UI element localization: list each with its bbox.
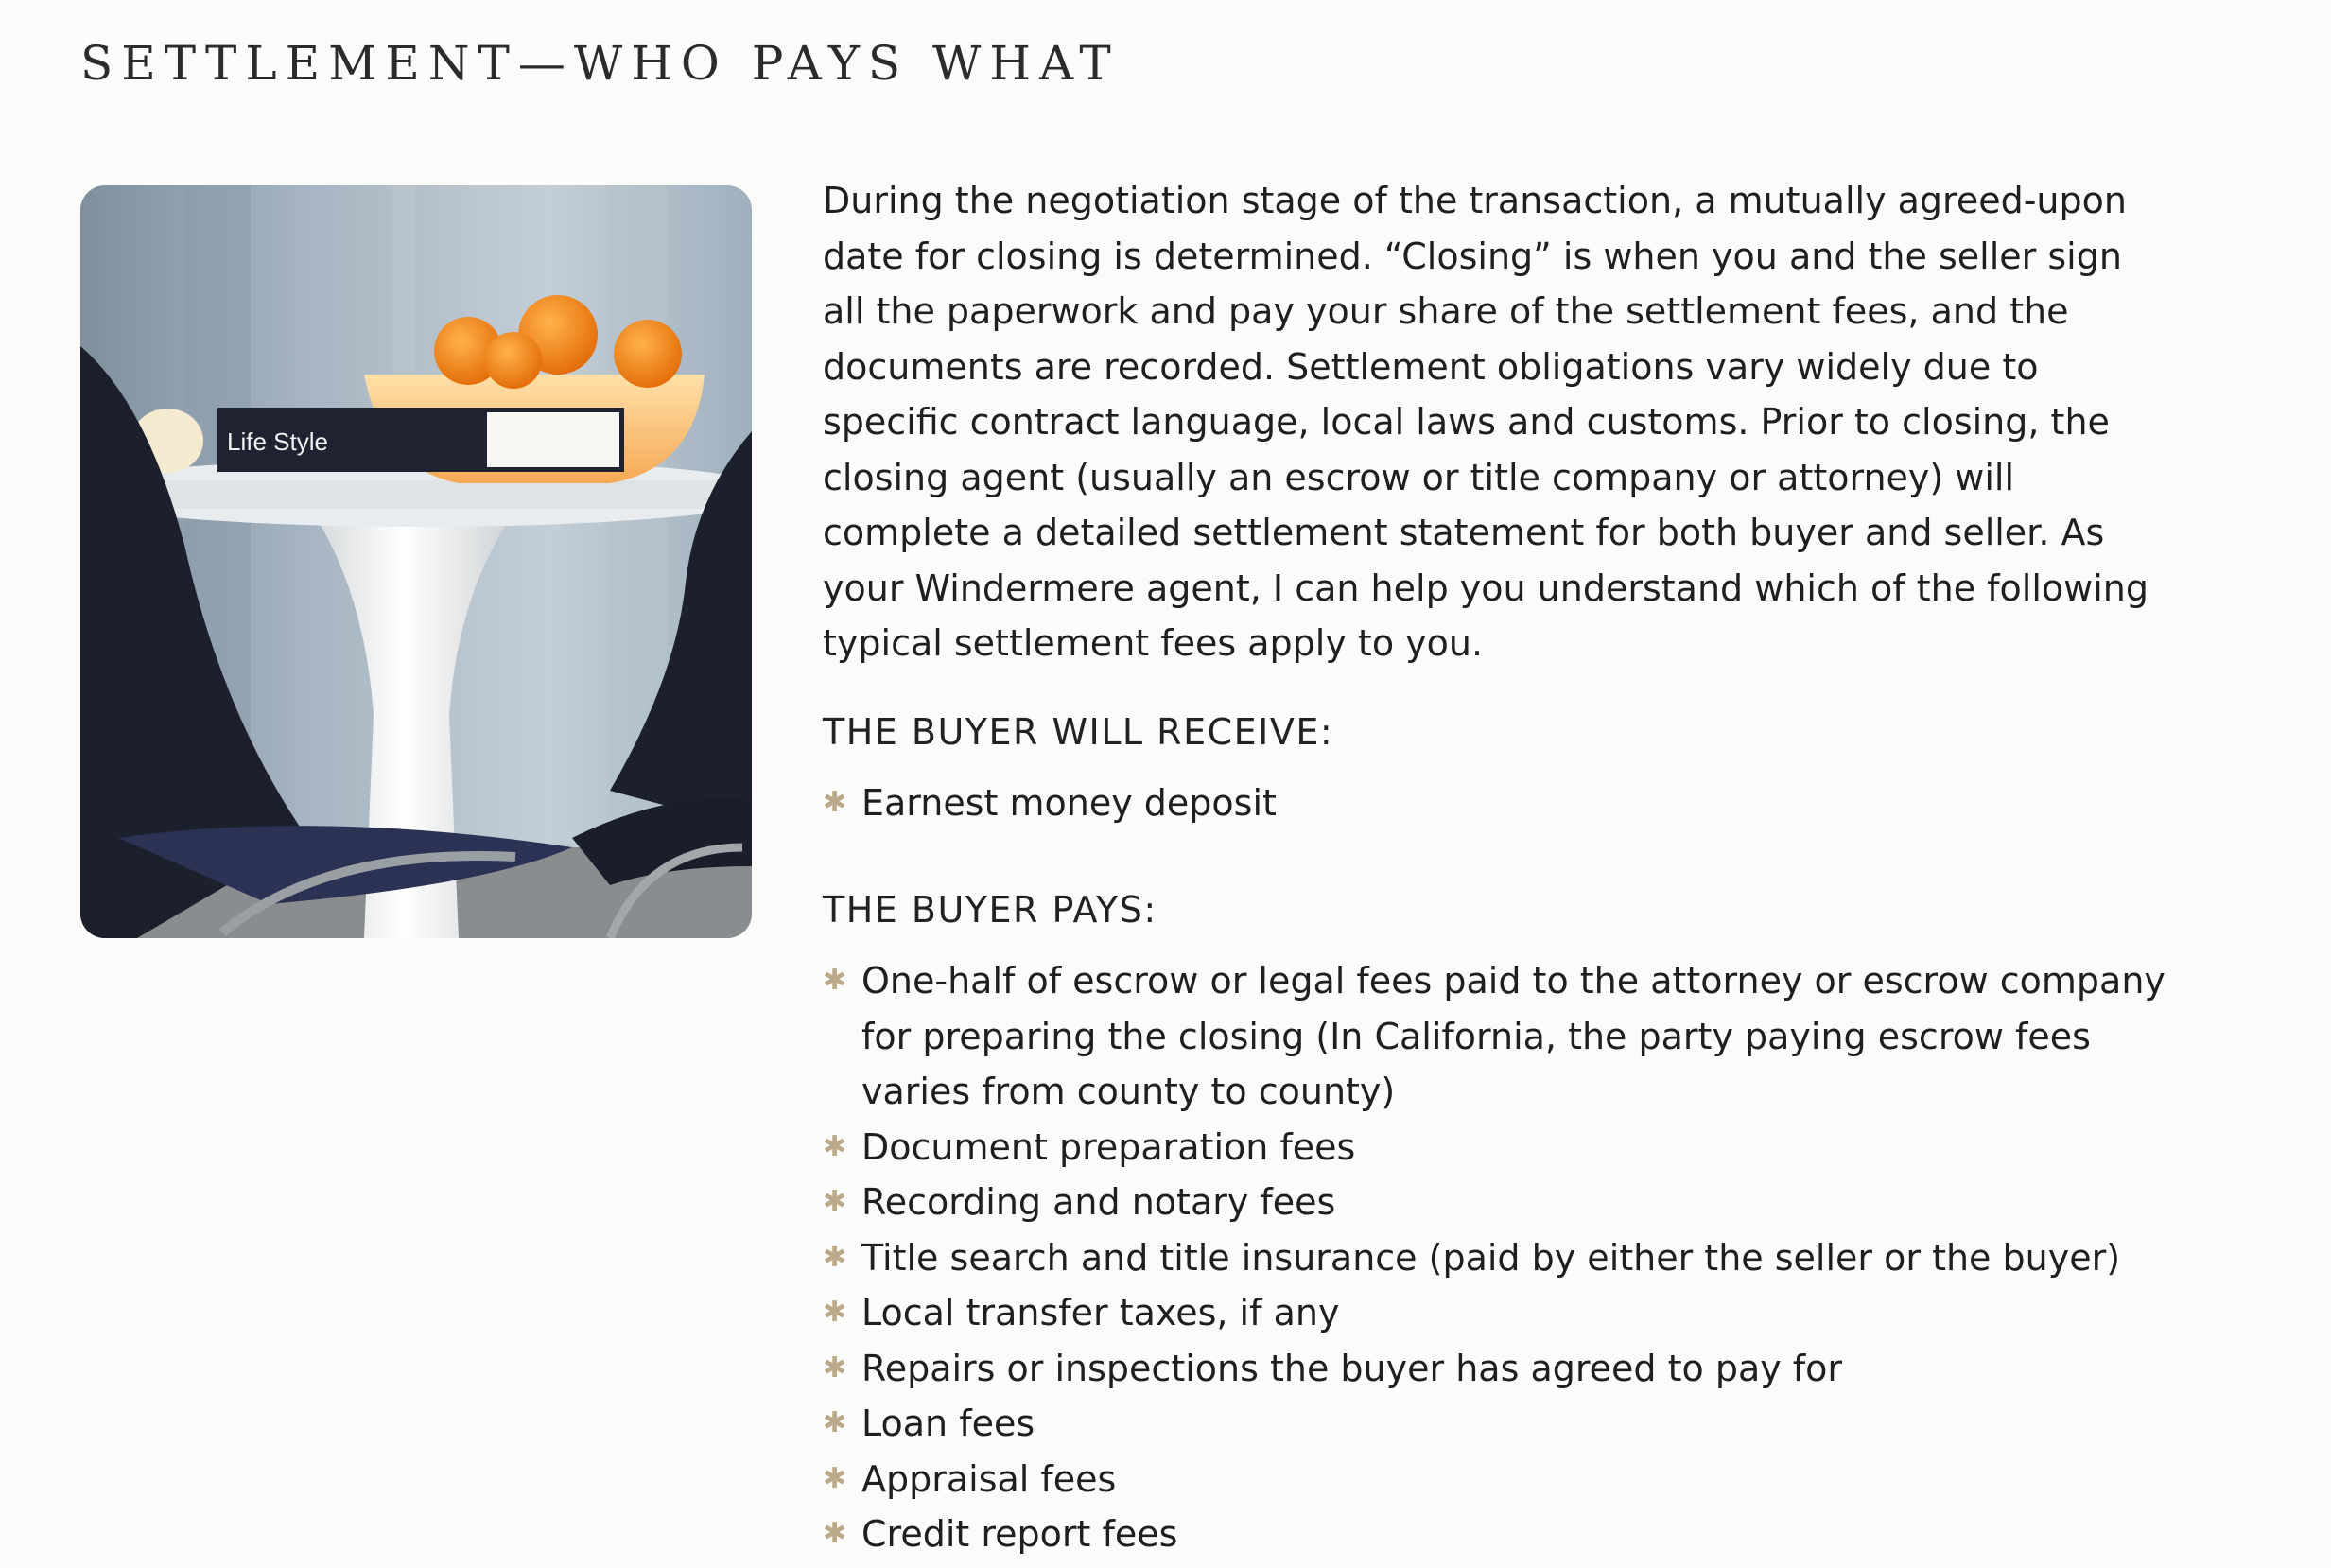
- list-item-text: Appraisal fees: [861, 1457, 1117, 1500]
- asterisk-flower-icon: ✱: [823, 1296, 847, 1329]
- list-item-text: Repairs or inspections the buyer has agreed to pay for: [861, 1347, 1843, 1389]
- list-item-text: One-half of escrow or legal fees paid to the attorney or escrow company for preparing the closing (In California, the party paying escrow fees varies from county to county): [861, 960, 2166, 1112]
- asterisk-flower-icon: ✱: [823, 785, 847, 819]
- intro-paragraph: During the negotiation stage of the transaction, a mutually agreed-upon date for closing is determined. “Closing” is when you and the seller sign all the paperwork and pay your share of the settlement fees, and the documents are recorded. Settlement obligations vary widely due to specific contract language, local laws and customs. Prior to closing, the closing agent (usually an escrow or title company or attorney) will complete a detailed settlement statement for both buyer and seller. As your Windermere agent, I can help you understand which of the following typical settlement fees apply to you.: [823, 180, 2148, 664]
- list-item: [823, 1396, 2166, 1452]
- asterisk-flower-icon: ✱: [823, 1406, 847, 1439]
- list-item-text: Document preparation fees: [861, 1125, 1356, 1168]
- list-item: [823, 1341, 2166, 1397]
- list-item-text: Earnest money deposit: [861, 781, 1277, 824]
- list-item-text: Loan fees: [861, 1402, 1035, 1444]
- lifestyle-photo: [80, 185, 752, 938]
- list-item: [823, 1175, 2166, 1230]
- list-item-text: Recording and notary fees: [861, 1181, 1336, 1223]
- table-scene-illustration: [80, 185, 752, 938]
- asterisk-flower-icon: ✱: [823, 1240, 847, 1274]
- list-item: [823, 775, 2166, 831]
- list-item: [823, 1285, 2166, 1341]
- buyer-pays-list: [823, 953, 2166, 1562]
- list-item: [823, 1507, 2166, 1562]
- list-item: [823, 953, 2166, 1120]
- list-item-text: Credit report fees: [861, 1513, 1178, 1555]
- buyer-pays-heading: THE BUYER PAYS:: [823, 889, 1157, 931]
- asterisk-flower-icon: ✱: [823, 1461, 847, 1495]
- list-item-text: Title search and title insurance (paid by either the seller or the buyer): [861, 1236, 2121, 1279]
- list-item: [823, 1120, 2166, 1176]
- list-item: [823, 1230, 2166, 1286]
- list-item-text: Local transfer taxes, if any: [861, 1292, 1340, 1333]
- buyer-receives-heading: THE BUYER WILL RECEIVE:: [823, 710, 1334, 753]
- asterisk-flower-icon: ✱: [823, 1185, 847, 1218]
- asterisk-flower-icon: ✱: [823, 1350, 847, 1385]
- list-item: [823, 1452, 2166, 1507]
- book-label: Life Style: [227, 427, 328, 456]
- settlement-content: [823, 173, 2166, 1562]
- asterisk-flower-icon: ✱: [823, 1129, 847, 1163]
- asterisk-flower-icon: ✱: [823, 1517, 847, 1550]
- page-title: SETTLEMENT—WHO PAYS WHAT: [80, 36, 1120, 91]
- asterisk-flower-icon: ✱: [823, 964, 847, 997]
- buyer-receives-list: [823, 775, 2166, 831]
